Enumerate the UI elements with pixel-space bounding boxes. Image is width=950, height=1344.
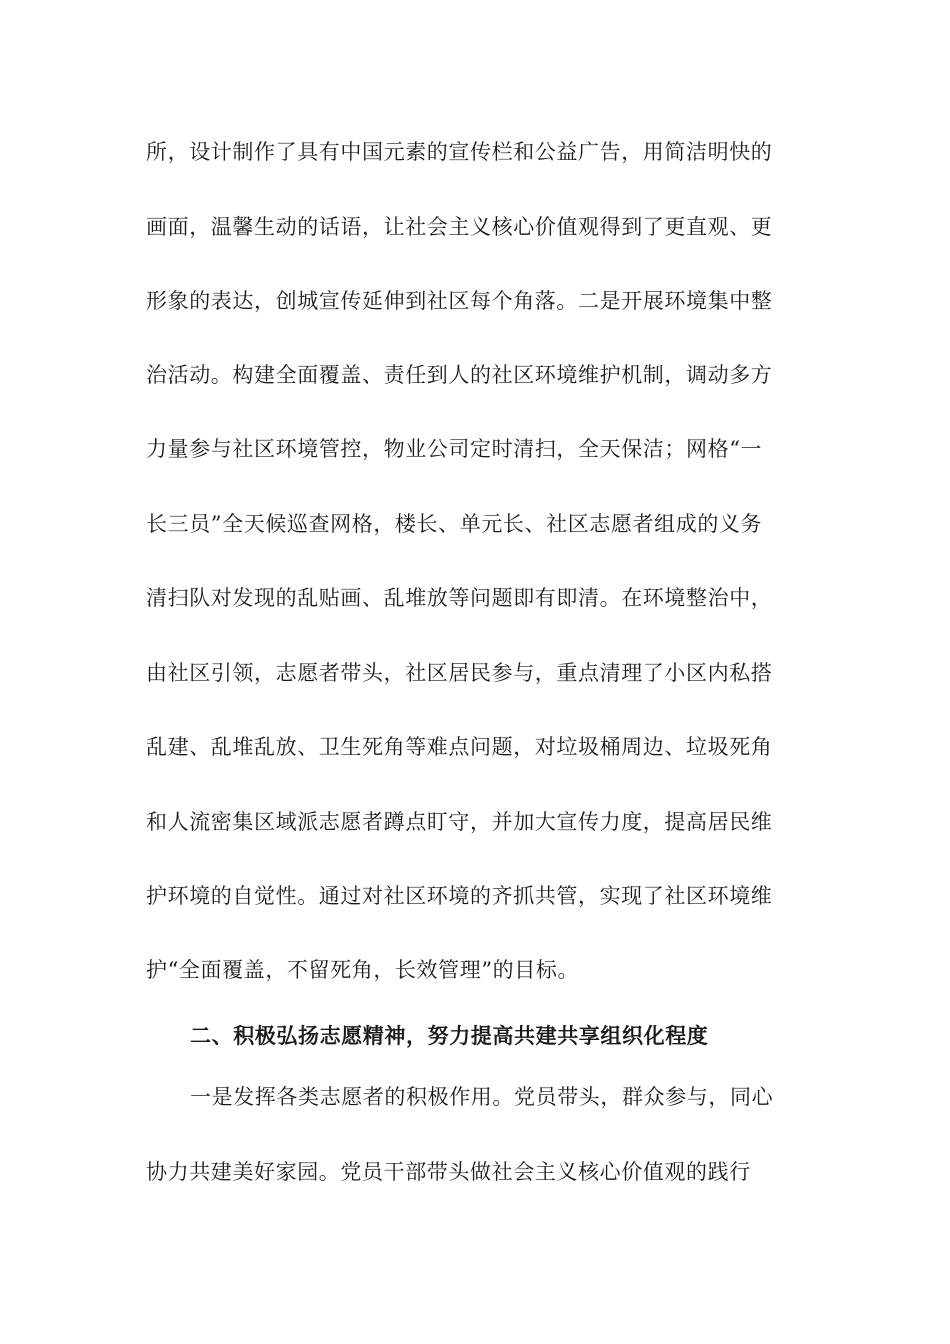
paragraph-line: 所，设计制作了具有中国元素的宣传栏和公益广告，用简洁明快的 [146,140,773,164]
paragraph-line: 由社区引领，志愿者带头，社区居民参与，重点清理了小区内私搭 [146,661,773,685]
paragraph-line: 力量参与社区环境管控，物业公司定时清扫，全天保洁；网格“一 [146,437,763,461]
paragraph-line: 乱建、乱堆乱放、卫生死角等难点问题，对垃圾桶周边、垃圾死角 [146,735,773,759]
paragraph-line: 画面，温馨生动的话语，让社会主义核心价值观得到了更直观、更 [146,215,773,239]
paragraph-line: 治活动。构建全面覆盖、责任到人的社区环境维护机制，调动多方 [146,363,773,387]
paragraph-line: 清扫队对发现的乱贴画、乱堆放等问题即有即清。在环境整治中， [146,586,773,610]
paragraph-line: 和人流密集区域派志愿者蹲点盯守，并加大宣传力度，提高居民维 [146,810,773,834]
paragraph-line: 协力共建美好家园。党员干部带头做社会主义核心价值观的践行 [146,1160,751,1184]
paragraph-line: 长三员”全天候巡查网格，楼长、单元长、社区志愿者组成的义务 [146,512,763,536]
paragraph-line: 护环境的自觉性。通过对社区环境的齐抓共管，实现了社区环境维 [146,884,773,908]
paragraph-line: 形象的表达，创城宣传延伸到社区每个角落。二是开展环境集中整 [146,289,773,313]
paragraph-line: 护“全面覆盖，不留死角，长效管理”的目标。 [146,958,580,982]
paragraph-line: 一是发挥各类志愿者的积极作用。党员带头，群众参与，同心 [190,1085,774,1109]
section-heading: 二、积极弘扬志愿精神，努力提高共建共享组织化程度 [190,1024,709,1048]
